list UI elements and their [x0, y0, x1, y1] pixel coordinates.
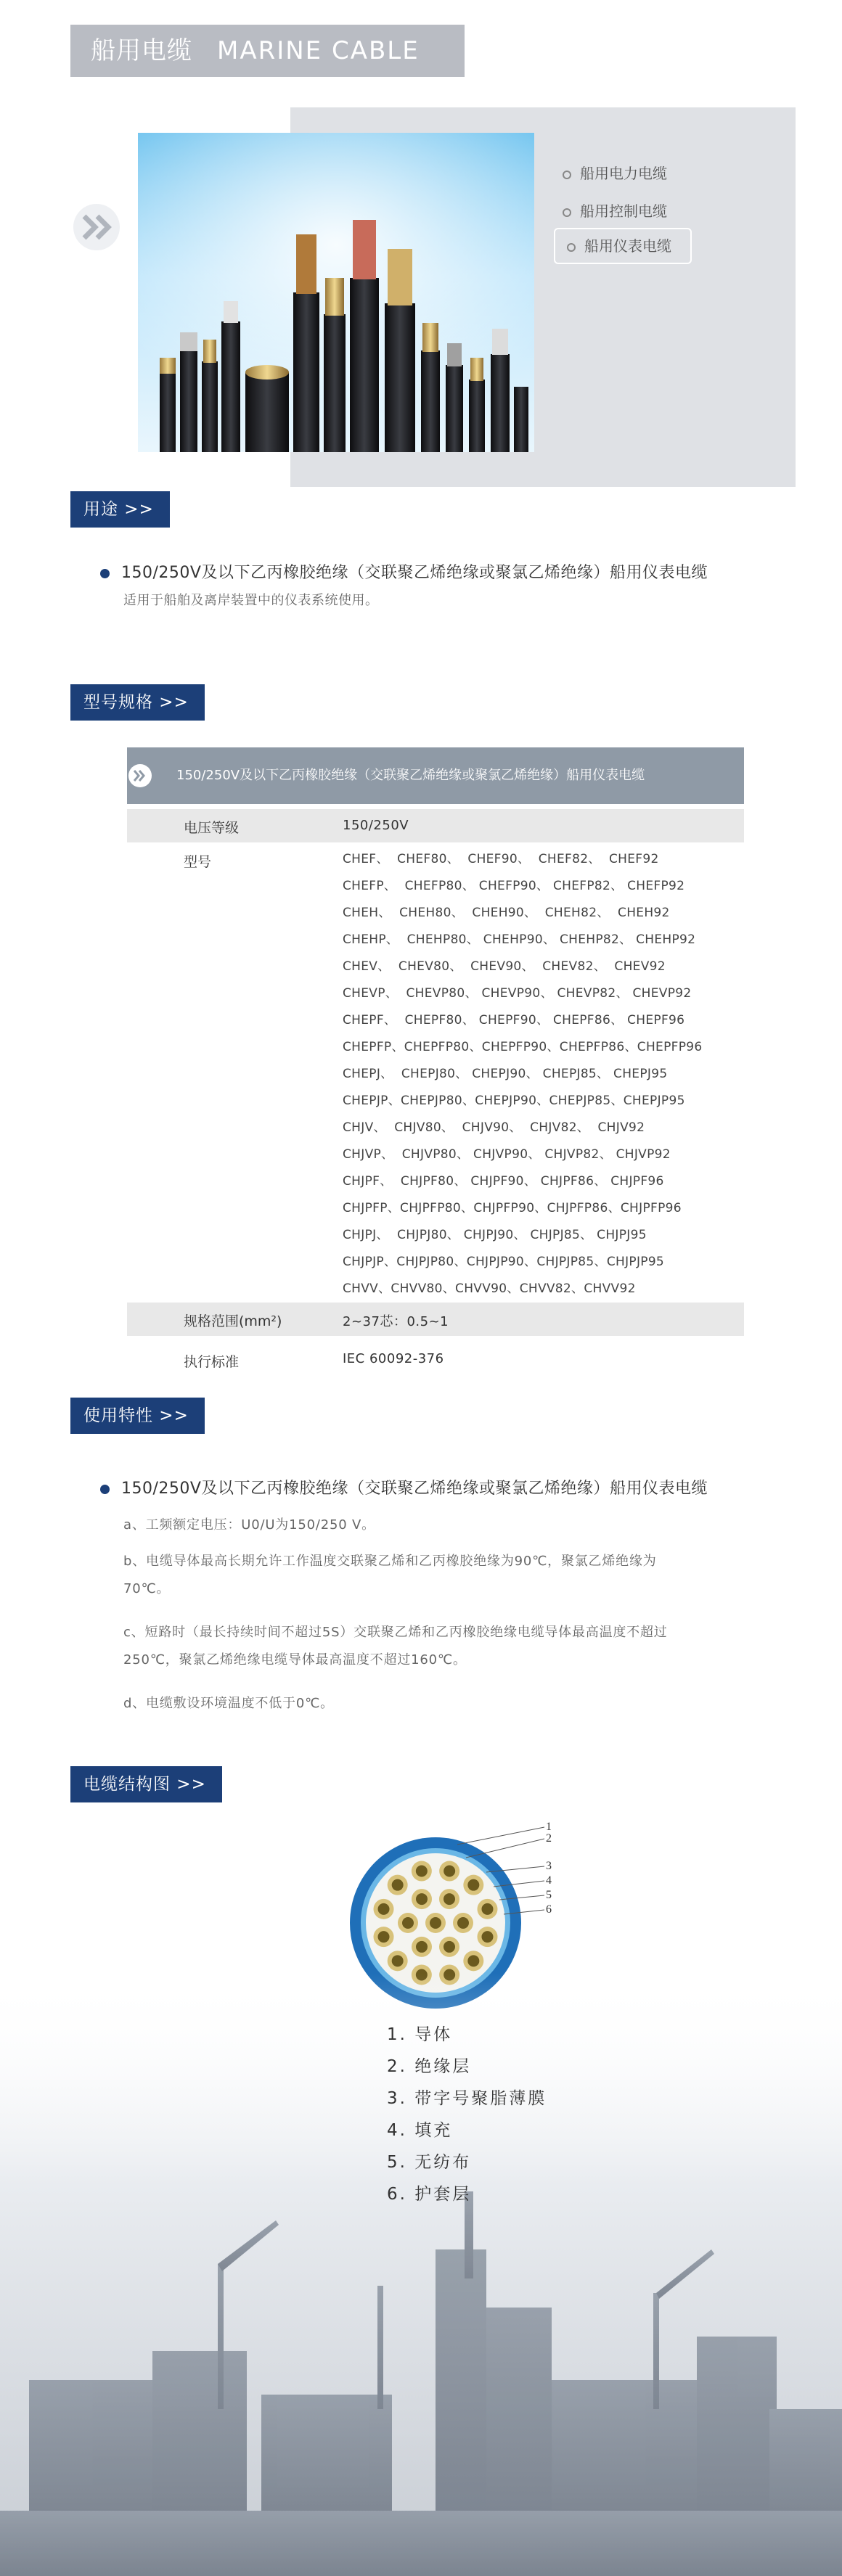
conductor-core: [402, 1917, 414, 1929]
model-row: CHEFP、 CHEFP80、 CHEFP90、 CHEFP82、 CHEFP92: [343, 879, 685, 893]
section-usage-label: 用途 >>: [70, 491, 170, 528]
model-row: CHJPJ、 CHJPJ80、 CHJPJ90、 CHJPJ85、 CHJPJ95: [343, 1228, 647, 1242]
usage-heading-text: 150/250V及以下乙丙橡胶绝缘（交联聚乙烯绝缘或聚氯乙烯绝缘）船用仪表电缆: [121, 564, 708, 582]
model-row: CHEPJ、 CHEPJ80、 CHEPJ90、 CHEPJ85、 CHEPJ95: [343, 1067, 668, 1081]
legend-item-1: 1. 导体: [387, 2025, 453, 2044]
model-row: CHEH、 CHEH80、 CHEH90、 CHEH82、 CHEH92: [343, 906, 670, 920]
spec-table-title: 150/250V及以下乙丙橡胶绝缘（交联聚乙烯绝缘或聚氯乙烯绝缘）船用仪表电缆: [127, 747, 744, 804]
feature-c-line1: c、短路时（最长持续时间不超过5S）交联聚乙烯和乙丙橡胶绝缘电缆导体最高温度不超过: [123, 1625, 668, 1640]
conductor-core: [416, 1893, 428, 1905]
conductor-core: [444, 1866, 455, 1877]
model-row: CHJPF、 CHJPF80、 CHJPF90、 CHJPF86、 CHJPF96: [343, 1174, 664, 1189]
category-label: 船用电力电缆: [580, 165, 667, 182]
category-link-control-cable[interactable]: [563, 194, 667, 228]
conductor-core: [416, 1866, 428, 1877]
callout-3: 3: [546, 1860, 552, 1872]
voltage-label: 电压等级: [184, 820, 240, 836]
callout-1: 1: [546, 1821, 552, 1833]
header-title-cn: 船用电缆: [91, 36, 192, 65]
circle-bullet-icon: [567, 243, 576, 252]
conductor-core: [378, 1903, 390, 1915]
category-label: 船用仪表电缆: [584, 237, 671, 255]
double-arrow-icon: [128, 763, 152, 788]
features-heading: [100, 1476, 708, 1498]
conductor-core: [430, 1917, 441, 1929]
range-label: 规格范围(mm²): [184, 1313, 282, 1329]
double-arrow-icon: [71, 202, 122, 253]
standard-label: 执行标准: [184, 1354, 240, 1370]
conductor-core: [467, 1955, 479, 1966]
conductor-core: [457, 1917, 469, 1929]
feature-d: d、电缆敷设环境温度不低于0℃。: [123, 1696, 334, 1711]
model-row: CHJPFP、CHJPFP80、CHJPFP90、CHJPFP86、CHJPFP96: [343, 1201, 682, 1215]
conductor-core: [467, 1879, 479, 1891]
model-row: CHEF、 CHEF80、 CHEF90、 CHEF82、 CHEF92: [343, 852, 659, 866]
bullet-dot-icon: [100, 569, 110, 578]
conductor-core: [416, 1941, 428, 1953]
model-row: CHEPF、 CHEPF80、 CHEPF90、 CHEPF86、 CHEPF96: [343, 1013, 685, 1027]
section-features-label: 使用特性 >>: [70, 1398, 205, 1434]
voltage-value: 150/250V: [343, 818, 409, 833]
legend-item-4: 4. 填充: [387, 2121, 453, 2140]
features-heading-text: 150/250V及以下乙丙橡胶绝缘（交联聚乙烯绝缘或聚氯乙烯绝缘）船用仪表电缆: [121, 1480, 708, 1498]
conductor-core: [444, 1893, 455, 1905]
marine-cable-photo: [138, 133, 534, 452]
section-structure-label: 电缆结构图 >>: [70, 1766, 222, 1802]
feature-c-line2: 250℃，聚氯乙烯绝缘电缆导体最高温度不超过160℃。: [123, 1652, 467, 1668]
range-value: 2~37芯：0.5~1: [343, 1314, 449, 1329]
usage-text: 适用于船舶及离岸装置中的仪表系统使用。: [123, 593, 379, 608]
legend-item-5: 5. 无纺布: [387, 2153, 472, 2172]
legend-item-2: 2. 绝缘层: [387, 2057, 472, 2076]
standard-value: IEC 60092-376: [343, 1351, 444, 1366]
conductor-core: [444, 1941, 455, 1953]
model-row: CHEPFP、CHEPFP80、CHEPFP90、CHEPFP86、CHEPFP96: [343, 1040, 703, 1054]
callout-4: 4: [546, 1874, 552, 1887]
model-row: CHEHP、 CHEHP80、 CHEHP90、 CHEHP82、 CHEHP92: [343, 932, 696, 947]
conductor-core: [392, 1879, 404, 1891]
section-specs-label: 型号规格 >>: [70, 684, 205, 721]
legend-item-6: 6. 护套层: [387, 2185, 472, 2204]
model-row: CHJVP、 CHJVP80、 CHJVP90、 CHJVP82、 CHJVP92: [343, 1147, 671, 1162]
legend-item-3: 3. 带字号聚脂薄膜: [387, 2089, 547, 2108]
bullet-dot-icon: [100, 1485, 110, 1494]
model-label: 型号: [184, 854, 212, 870]
model-row: CHEVP、 CHEVP80、 CHEVP90、 CHEVP82、 CHEVP92: [343, 986, 692, 1001]
callout-5: 5: [546, 1889, 552, 1901]
header-title-en: MARINE CABLE: [217, 36, 420, 65]
model-row: CHVV、CHVV80、CHVV90、CHVV82、CHVV92: [343, 1281, 636, 1296]
conductor-core: [392, 1955, 404, 1966]
model-row: CHEPJP、CHEPJP80、CHEPJP90、CHEPJP85、CHEPJP95: [343, 1094, 685, 1108]
model-row: CHJV、 CHJV80、 CHJV90、 CHJV82、 CHJV92: [343, 1120, 645, 1135]
category-link-instrument-cable[interactable]: [554, 228, 692, 264]
circle-bullet-icon: [563, 208, 571, 217]
usage-heading: [100, 560, 708, 583]
callout-2: 2: [546, 1832, 552, 1845]
category-link-power-cable[interactable]: [563, 157, 667, 190]
page-header: [70, 25, 465, 77]
feature-b-line1: b、电缆导体最高长期允许工作温度交联聚乙烯和乙丙橡胶绝缘为90℃，聚氯乙烯绝缘为: [123, 1554, 657, 1569]
circle-bullet-icon: [563, 171, 571, 179]
feature-b-line2: 70℃。: [123, 1581, 171, 1596]
conductor-core: [378, 1931, 390, 1943]
conductor-core: [481, 1931, 493, 1943]
category-label: 船用控制电缆: [580, 202, 667, 220]
callout-6: 6: [546, 1903, 552, 1916]
conductor-core: [481, 1903, 493, 1915]
model-row: CHJPJP、CHJPJP80、CHJPJP90、CHJPJP85、CHJPJP95: [343, 1255, 665, 1269]
model-row: CHEV、 CHEV80、 CHEV90、 CHEV82、 CHEV92: [343, 959, 666, 974]
feature-a: a、工频额定电压：U0/U为150/250 V。: [123, 1517, 375, 1533]
